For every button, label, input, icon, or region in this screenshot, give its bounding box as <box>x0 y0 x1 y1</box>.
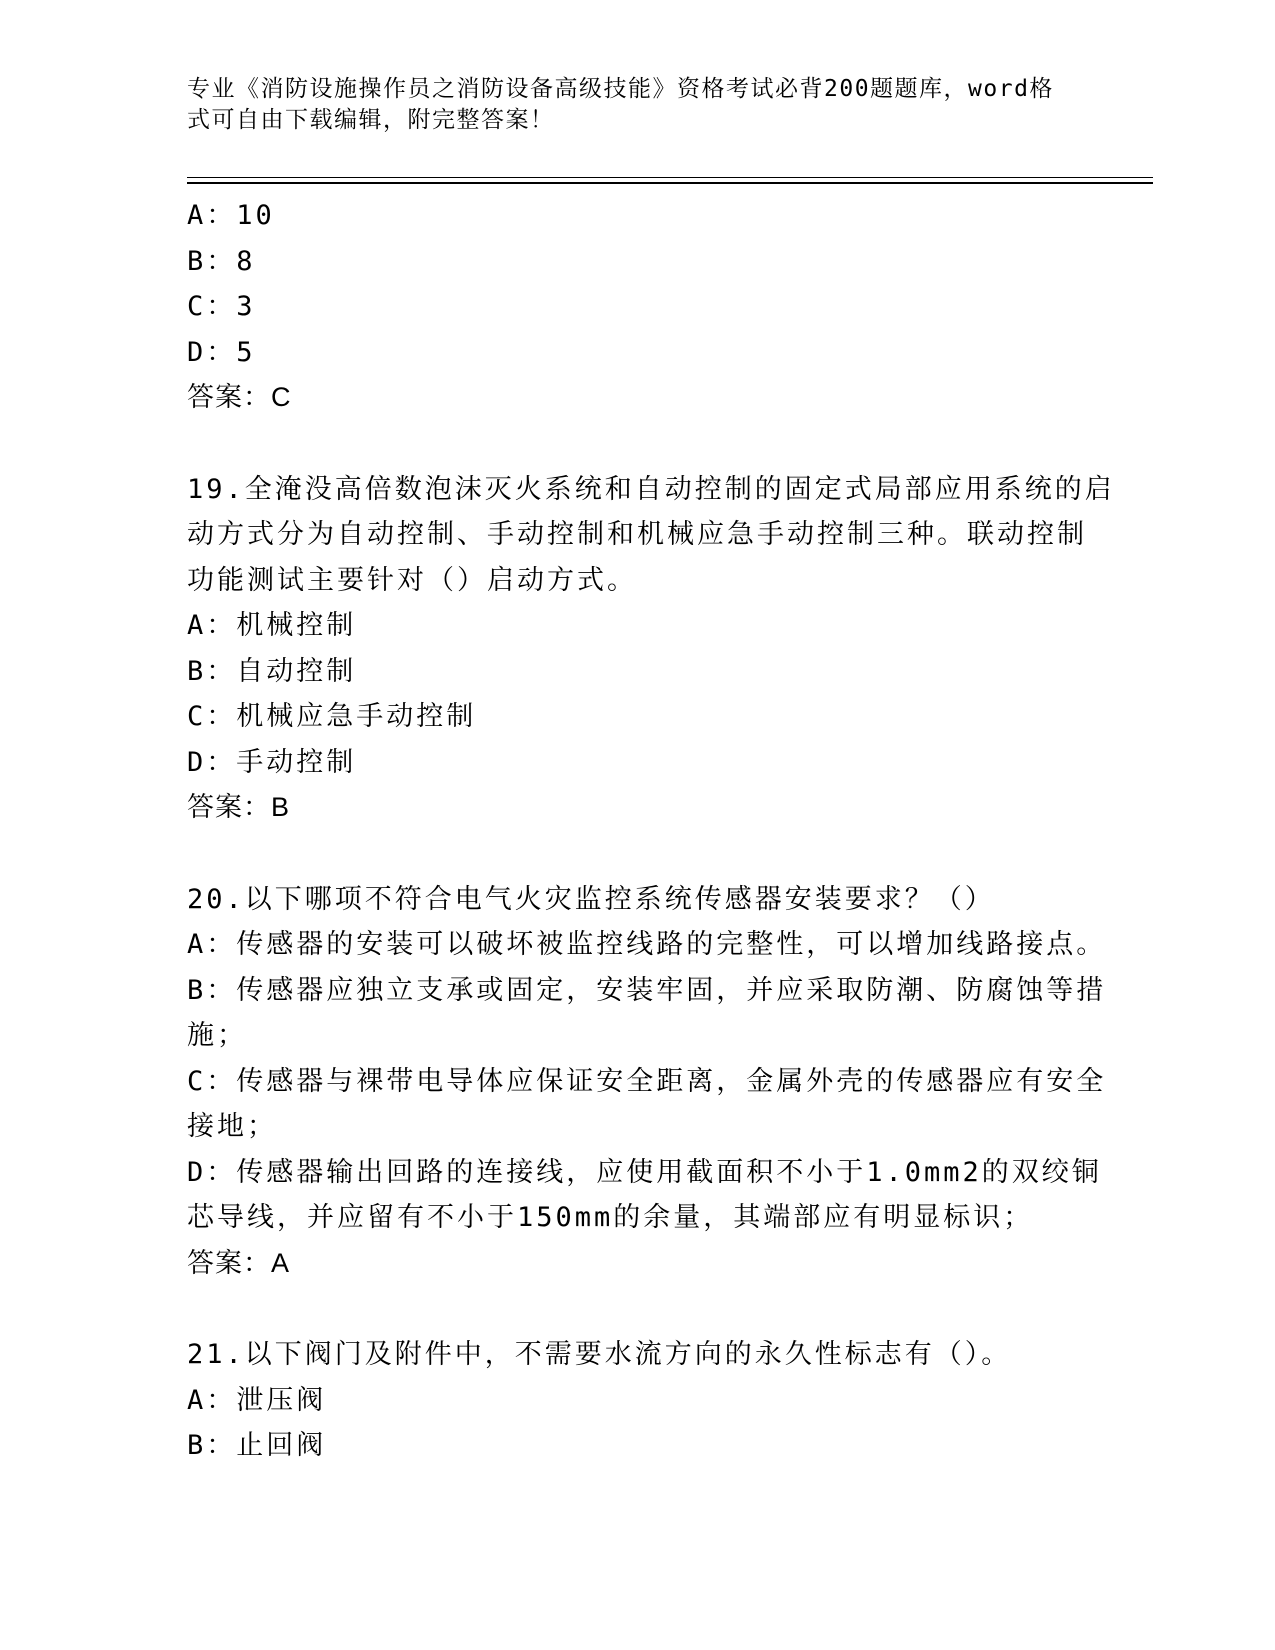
spacer <box>187 1286 1087 1332</box>
question-stem-line: 动方式分为自动控制、手动控制和机械应急手动控制三种。联动控制 <box>187 519 1087 550</box>
question-21 <box>187 1332 1087 1469</box>
option-d-cont: 芯导线，并应留有不小于150mm的余量，其端部应有明显标识； <box>187 1202 1034 1233</box>
option-a: A：传感器的安装可以破坏被监控线路的完整性，可以增加线路接点。 <box>187 929 1107 960</box>
option-d: D：传感器输出回路的连接线，应使用截面积不小于1.0mm2的双绞铜 <box>187 1156 1102 1188</box>
option-b: B：传感器应独立支承或固定，安装牢固，并应采取防潮、防腐蚀等措 <box>187 974 1107 1006</box>
option-c: C：传感器与裸带电导体应保证安全距离，金属外壳的传感器应有安全 <box>187 1065 1107 1097</box>
answer: 答案：B <box>187 792 291 822</box>
option-a: A：泄压阀 <box>187 1384 327 1416</box>
option-c: C：机械应急手动控制 <box>187 701 477 732</box>
question-stem: 21.以下阀门及附件中，不需要水流方向的永久性标志有（）。 <box>187 1339 1012 1370</box>
option-a: A：10 <box>187 200 275 231</box>
answer: 答案：C <box>187 382 292 412</box>
option-d: D：手动控制 <box>187 746 357 778</box>
option-c-cont: 接地； <box>187 1111 277 1142</box>
header-rule-thick <box>187 182 1153 184</box>
spacer <box>187 831 1087 877</box>
option-b: B：8 <box>187 245 256 277</box>
option-d: D：5 <box>187 336 256 368</box>
spacer <box>187 421 1087 467</box>
question-19 <box>187 467 1115 831</box>
answer: 答案：A <box>187 1247 291 1278</box>
option-b: B：止回阀 <box>187 1430 327 1461</box>
header-line-2: 式可自由下载编辑，附完整答案！ <box>187 107 555 133</box>
option-a: A：机械控制 <box>187 610 357 641</box>
document-header <box>187 74 1067 136</box>
question-list <box>187 193 1115 1469</box>
option-c: C：3 <box>187 291 256 322</box>
question-stem: 20.以下哪项不符合电气火灾监控系统传感器安装要求？（） <box>187 883 995 915</box>
question-18-continued <box>187 193 1087 421</box>
header-line-1: 专业《消防设施操作员之消防设备高级技能》资格考试必背200题题库，word格 <box>187 76 1054 102</box>
question-stem-line: 19.全淹没高倍数泡沫灭火系统和自动控制的固定式局部应用系统的启 <box>187 473 1115 505</box>
header-rule-thin <box>187 177 1153 178</box>
option-b-cont: 施； <box>187 1020 247 1051</box>
question-stem-line: 功能测试主要针对（）启动方式。 <box>187 564 637 596</box>
question-20 <box>187 877 1107 1287</box>
option-b: B：自动控制 <box>187 655 357 687</box>
